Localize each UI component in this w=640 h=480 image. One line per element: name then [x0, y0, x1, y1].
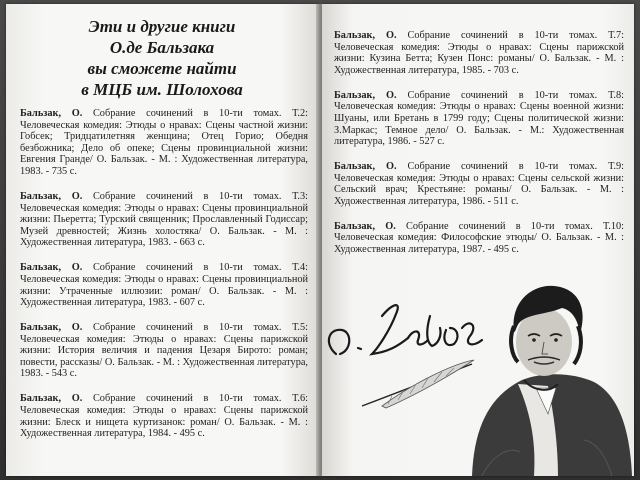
title-line-3: вы сможете найти: [87, 59, 237, 78]
book-entry-vol2: [20, 108, 308, 178]
right-entries-list: [334, 30, 624, 269]
book-entry-vol9: [334, 161, 624, 207]
entry-text: Собрание сочинений в 10-ти томах. Т.9: Человеческая комедия: Этюды о нравах: Сцены сельской жизни: Сельский врач; Крестьяне: романы/ О. Бальзак. - М. : Художественная литература, 1986. - 511 с.: [334, 161, 624, 207]
entry-text: Собрание сочинений в 10-ти томах. Т.2: Человеческая комедия: Этюды о нравах: Сцены частной жизни: Гобсек; Тридцатилетняя женщина; Отец Горио; Обедня безбожника; Дело об опеке; Сцены провинциальной жизни: Евгения Гранде/ О. Бальзак. - М. : Художественная литература, 1983. - 735 с.: [20, 108, 308, 177]
book-entry-vol3: [20, 191, 308, 249]
entry-text: Собрание сочинений в 10-ти томах. Т.4: Человеческая комедия: Этюды о нравах: Сцены провинциальной жизни: Утраченные иллюзии: роман/ О. Бальзак. - М. : Художественная литература, 1983. - 607 с.: [20, 262, 308, 309]
entry-author: Бальзак, О.: [334, 89, 397, 101]
title-line-4: в МЦБ им. Шолохова: [81, 80, 243, 99]
entry-author: Бальзак, О.: [20, 108, 83, 119]
entry-text: Собрание сочинений в 10-ти томах. Т.3: Человеческая комедия: Этюды о нравах: Сцены провинциальной жизни: Пьеретта; Турский священник; Прославленный Годиссар; Музей древностей; Жизнь холостяка/ О. Бальзак. - М. : Художественная литература, 1983. - 663 с.: [20, 190, 308, 249]
balzac-figure: [472, 286, 632, 476]
book-entry-vol7: [334, 30, 624, 76]
entry-author: Бальзак, О.: [334, 161, 397, 173]
book-entry-vol4: [20, 262, 308, 308]
book-entry-vol10: [334, 221, 624, 256]
page-title: [6, 16, 318, 100]
entry-author: Бальзак, О.: [20, 262, 83, 274]
entry-author: Бальзак, О.: [20, 393, 83, 405]
book-entry-vol8: [334, 90, 624, 148]
entry-text: Собрание сочинений в 10-ти томах. Т.10: Человеческая комедия: Философские этюды/ О. Бальзак. - М. : Художественная литература, 1987. - 495 с.: [334, 220, 624, 256]
entry-text: Собрание сочинений в 10-ти томах. Т.7: Человеческая комедия: Этюды о нравах: Сцены парижской жизни: Кузина Бетта; Кузен Понс: романы/ О. Бальзак. - М. : Художественная литература, 1985. - 703 с.: [334, 30, 624, 76]
title-line-1: Эти и другие книги: [88, 17, 236, 36]
entry-text: Собрание сочинений в 10-ти томах. Т.5: Человеческая комедия: Этюды о нравах: Сцены парижской жизни: История величия и падения Цезаря Бирото: роман; повести, рассказы/ О. Бальзак. - М. : Художественная литература, 1983. - 543 с.: [20, 322, 308, 380]
quill-pen-image: [362, 360, 474, 408]
book-entry-vol5: [20, 322, 308, 380]
left-entries-list: [20, 108, 308, 453]
balzac-portrait-image: [322, 256, 634, 476]
left-page: [6, 4, 318, 476]
entry-author: Бальзак, О.: [20, 322, 83, 334]
entry-author: Бальзак, О.: [334, 220, 396, 232]
book-entry-vol6: [20, 393, 308, 439]
entry-text: Собрание сочинений в 10-ти томах. Т.6: Человеческая комедия: Этюды о нравах: Сцены парижской жизни: Блеск и нищета куртизанок: роман/ О. Бальзак. - М. : Художественная литература, 1984. - 495 с.: [20, 393, 308, 440]
entry-author: Бальзак, О.: [20, 190, 83, 202]
entry-author: Бальзак, О.: [334, 30, 397, 41]
signature-image: [329, 305, 482, 354]
entry-text: Собрание сочинений в 10-ти томах. Т.8: Человеческая комедия: Этюды о нравах: Сцены военной жизни: Шуаны, или Бретань в 1799 году; Сцены политической жизни: З.Маркас; Темное дело/ О. Бальзак. - М.: Художественная литература, 1986. - 527 с.: [334, 89, 624, 148]
title-line-2: О.де Бальзака: [109, 38, 215, 57]
